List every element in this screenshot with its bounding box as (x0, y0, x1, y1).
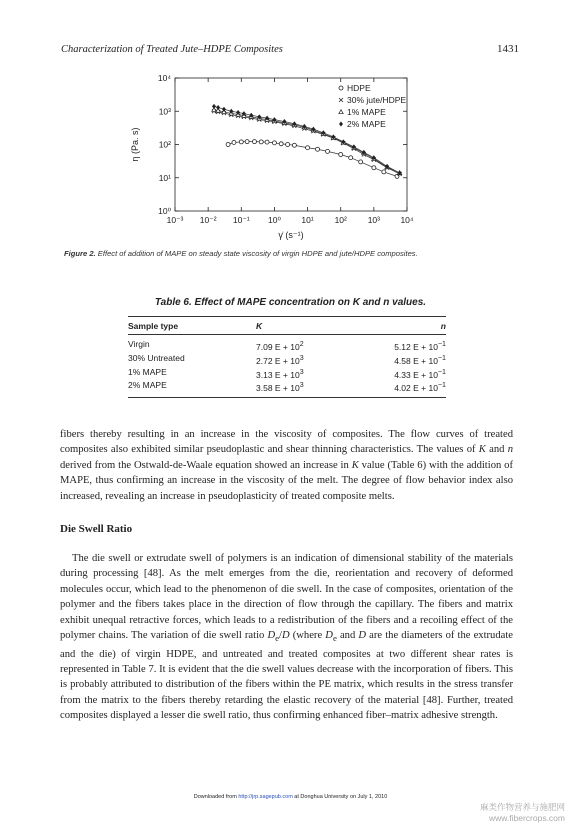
cell-sample-type: 2% MAPE (128, 380, 167, 391)
cell-sample-type: 1% MAPE (128, 366, 167, 377)
data-point (292, 143, 296, 147)
paragraph-die-swell: The die swell or extrudate swell of polymers is an indication of dimensional stability of the materials during processing [48]. As the melt emerges from the die, reorientation and recovery of deformed molecules occur, which lead to the phenomenon of die swell. In the case of composites, orientation of the polymer and the fibers takes place in the direction of flow through the capillary. The fibers and matrix exhibit unequal retractive forces, which leads to a redistribution of the fibers and a recoiling effect of the polymer chains. The variation of die swell ratio $D_e/D$ (where $D_e$ and D are the diameters of the extrudate and the die) of virgin HDPE, and untreated and treated composites at two different shear rates is represented in Table 7. It is evident that the die swell values decrease with the incorporation of fibers. This is probably attributed to distribution of the fibers within the PE matrix, which results in the stress transfer from the matrix to the fibers thereby retarding the elastic recovery of the material [48]. Further, treated composites displayed a lesser die swell ratio, thus confirming enhanced fiber–matrix adhesive strength. (60, 553, 514, 722)
legend-label: 30% jute/HDPE (347, 95, 407, 105)
y-tick-label: 10⁰ (158, 206, 171, 216)
data-point (339, 153, 343, 157)
section-heading: Die Swell Ratio (60, 523, 133, 535)
data-point (286, 143, 290, 147)
cell-k: 3.13 $E + 10^3$ (256, 367, 304, 380)
cell-n: 4.33 $E + 10^{-1}$ (394, 367, 446, 380)
data-point (306, 146, 310, 150)
cell-n: 5.12 $E + 10^{-1}$ (394, 340, 446, 352)
data-point (232, 140, 236, 144)
y-tick-label: 10¹ (158, 172, 171, 183)
header-sample-type: Sample type (128, 321, 179, 331)
table-bottom-rule (128, 397, 446, 398)
data-point (265, 140, 269, 144)
legend-marker (339, 110, 343, 114)
x-tick-label: 10³ (367, 215, 381, 225)
header-k: K (256, 321, 263, 331)
data-point (245, 140, 249, 144)
table-row (128, 380, 446, 394)
y-tick-label: 10² (158, 139, 171, 150)
cell-k: 7.09 $E + 10^2$ (256, 340, 304, 352)
running-head: Characterization of Treated Jute–HDPE Composites (61, 44, 283, 55)
x-tick-label: 10² (334, 215, 347, 225)
data-point (272, 141, 276, 145)
data-point (349, 156, 353, 160)
x-tick-label: 10⁴ (400, 215, 414, 225)
cell-sample-type: 30% Untreated (128, 352, 185, 363)
legend-marker (339, 122, 343, 127)
y-tick-label: 10⁴ (157, 73, 171, 83)
legend-marker (339, 98, 343, 102)
data-point (216, 105, 220, 110)
x-tick-label: 10⁻³ (166, 215, 184, 225)
y-tick-label: 10³ (158, 106, 171, 117)
viscosity-chart (120, 68, 430, 246)
data-point (326, 149, 330, 153)
figure-caption (64, 249, 534, 258)
download-footer: Downloaded from http://jrp.sagepub.com at Donghua University on July 1, 2010 (193, 794, 388, 800)
table-body (128, 335, 446, 397)
cell-k: 2.72 $E + 10^3$ (256, 353, 304, 366)
table-title: Table 6. Effect of MAPE concentration on K and n values. (154, 297, 427, 308)
data-point (222, 107, 226, 112)
paragraph-viscosity: fibers thereby resulting in an increase in the viscosity of composites. The flow curves of treated composites also exhibited similar pseudoplastic and shear thinning characteristics. The values of K and n derived from the Ostwald-de-Waale equation showed an increase in K value (Table 6) with the addition of MAPE, thus confirming an increase in the viscosity of the melt. The degree of flow behavior index also increased, revealing an increase in pseudoplasticity of treated composite melts. (60, 429, 514, 502)
x-axis-label: γ̇ (s⁻¹) (278, 230, 304, 240)
data-point (252, 140, 256, 144)
x-tick-label: 10⁻¹ (232, 215, 250, 225)
data-point (372, 166, 376, 170)
sagepub-link[interactable]: http://jrp.sagepub.com (238, 794, 293, 800)
table-row (128, 339, 446, 353)
data-point (259, 140, 263, 144)
data-point (279, 142, 283, 146)
cell-k: 3.58 $E + 10^3$ (256, 381, 304, 394)
cell-n: 4.02 $E + 10^{-1}$ (394, 381, 446, 394)
series-line-0 (228, 142, 397, 177)
page-number: 1431 (497, 43, 519, 55)
legend-label: HDPE (347, 83, 371, 93)
watermark-url: www.fibercrops.com (488, 813, 565, 823)
table-row (128, 367, 446, 381)
legend-marker (339, 86, 343, 90)
x-tick-label: 10¹ (301, 215, 314, 225)
cell-sample-type: Virgin (128, 339, 150, 349)
legend-label: 1% MAPE (347, 107, 386, 117)
data-point (239, 140, 243, 144)
data-point (359, 160, 363, 164)
k-n-table (128, 316, 446, 398)
watermark-chinese: 麻类作物营养与施肥网 (479, 802, 565, 812)
figure-caption-text: Effect of addition of MAPE on steady state viscosity of virgin HDPE and jute/HDPE composites. (97, 249, 418, 258)
data-point (212, 104, 216, 109)
x-tick-label: 10⁰ (267, 215, 281, 225)
watermark (480, 802, 565, 824)
header-n: n (440, 321, 446, 331)
table-row (128, 353, 446, 367)
figure-caption-label: Figure 2. (64, 249, 96, 258)
legend-label: 2% MAPE (347, 119, 386, 129)
cell-n: 4.58 $E + 10^{-1}$ (394, 353, 446, 366)
x-tick-label: 10⁻² (199, 215, 217, 225)
data-point (226, 143, 230, 147)
data-point (382, 170, 386, 174)
data-point (316, 147, 320, 151)
y-axis-label: η (Pa. s) (130, 127, 140, 162)
table-header-row (128, 317, 446, 334)
